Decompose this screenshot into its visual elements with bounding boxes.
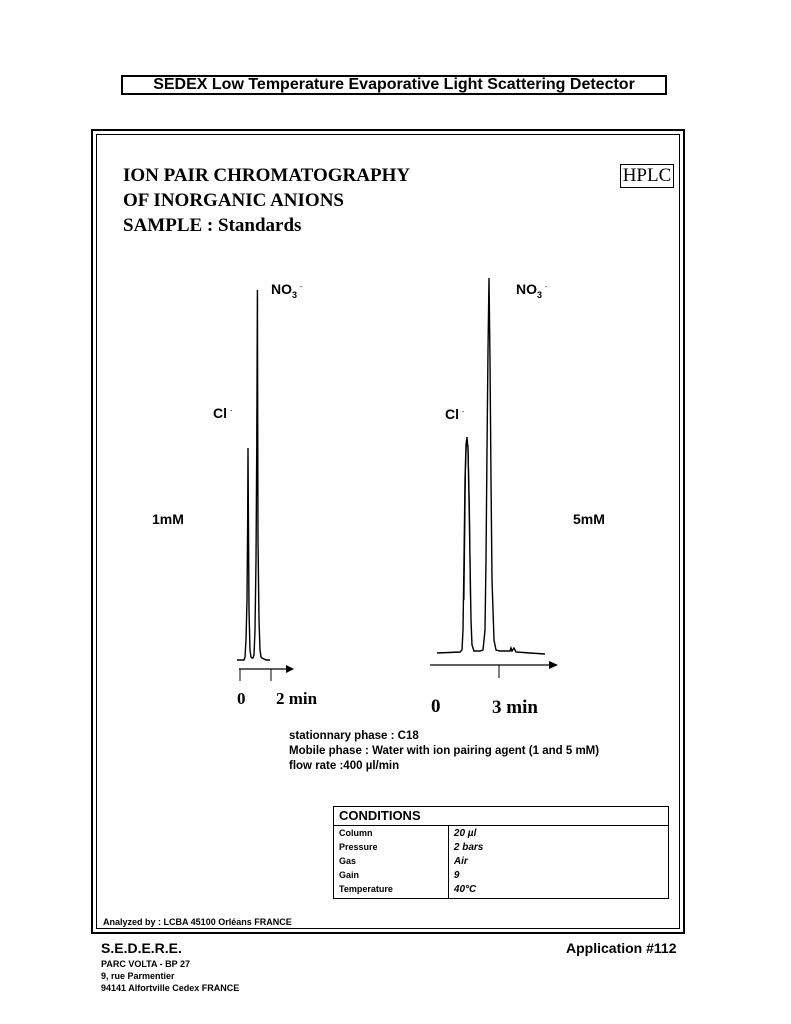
hplc-badge: HPLC xyxy=(620,164,674,188)
peak-label-no3-1mm: $NO_3^-$ xyxy=(271,281,303,300)
peak-label-cl-1mm: Cl - xyxy=(213,405,233,421)
analyzed-by: Analyzed by : LCBA 45100 Orléans FRANCE xyxy=(103,917,292,927)
flow-rate: flow rate :400 µl/min xyxy=(289,760,400,772)
title-line-1: ION PAIR CHROMATOGRAPHY xyxy=(123,165,411,186)
axis-tick-1mm-0: 0 xyxy=(237,689,246,708)
condition-value: 40°C xyxy=(448,882,668,899)
condition-value: 20 µl xyxy=(448,826,668,841)
title-line-2: OF INORGANIC ANIONS xyxy=(123,190,344,211)
mobile-phase: Mobile phase : Water with ion pairing agent (1 and 5 mM) xyxy=(289,745,600,757)
conditions-title: CONDITIONS xyxy=(334,807,669,826)
chromatogram-5mm xyxy=(430,278,605,718)
conditions-row xyxy=(334,882,669,899)
application-number: Application #112 xyxy=(566,940,677,956)
conditions-header-row xyxy=(334,807,669,826)
condition-label: Column xyxy=(339,827,373,838)
peak-label-no3-5mm: $NO_3^-$ xyxy=(516,281,548,300)
conditions-row xyxy=(334,840,669,854)
stationary-phase: stationnary phase : C18 xyxy=(289,730,419,742)
axis-tick-5mm-0: 0 xyxy=(431,696,441,717)
footer-address-line-2: 9, rue Parmentier xyxy=(101,971,175,981)
condition-value: Air xyxy=(448,854,668,868)
sample-line: SAMPLE : Standards xyxy=(123,215,302,236)
footer-address-line-3: 94141 Alfortville Cedex FRANCE xyxy=(101,983,240,993)
conditions-row xyxy=(334,854,669,868)
conditions-row xyxy=(334,868,669,882)
conditions-table xyxy=(333,806,669,899)
condition-value: 2 bars xyxy=(448,840,668,854)
trace-5mm xyxy=(437,278,545,654)
condition-label: Gas xyxy=(339,855,357,866)
chromatogram-1mm xyxy=(152,281,318,708)
axis-tick-1mm-end: 2 min xyxy=(276,689,318,708)
trace-1mm xyxy=(237,290,270,660)
concentration-5mm: 5mM xyxy=(573,511,605,527)
concentration-1mm: 1mM xyxy=(152,511,184,527)
header-banner: SEDEX Low Temperature Evaporative Light Scattering Detector xyxy=(121,75,667,95)
condition-label: Gain xyxy=(339,869,360,880)
footer-address-line-1: PARC VOLTA - BP 27 xyxy=(101,959,191,969)
condition-label: Temperature xyxy=(339,883,393,894)
condition-label: Pressure xyxy=(339,841,378,852)
conditions-row xyxy=(334,826,669,841)
condition-value: 9 xyxy=(448,868,668,882)
axis-tick-5mm-end: 3 min xyxy=(492,697,538,718)
peak-label-cl-5mm: Cl - xyxy=(445,406,465,422)
footer-company: S.E.D.E.R.E. xyxy=(101,940,182,956)
